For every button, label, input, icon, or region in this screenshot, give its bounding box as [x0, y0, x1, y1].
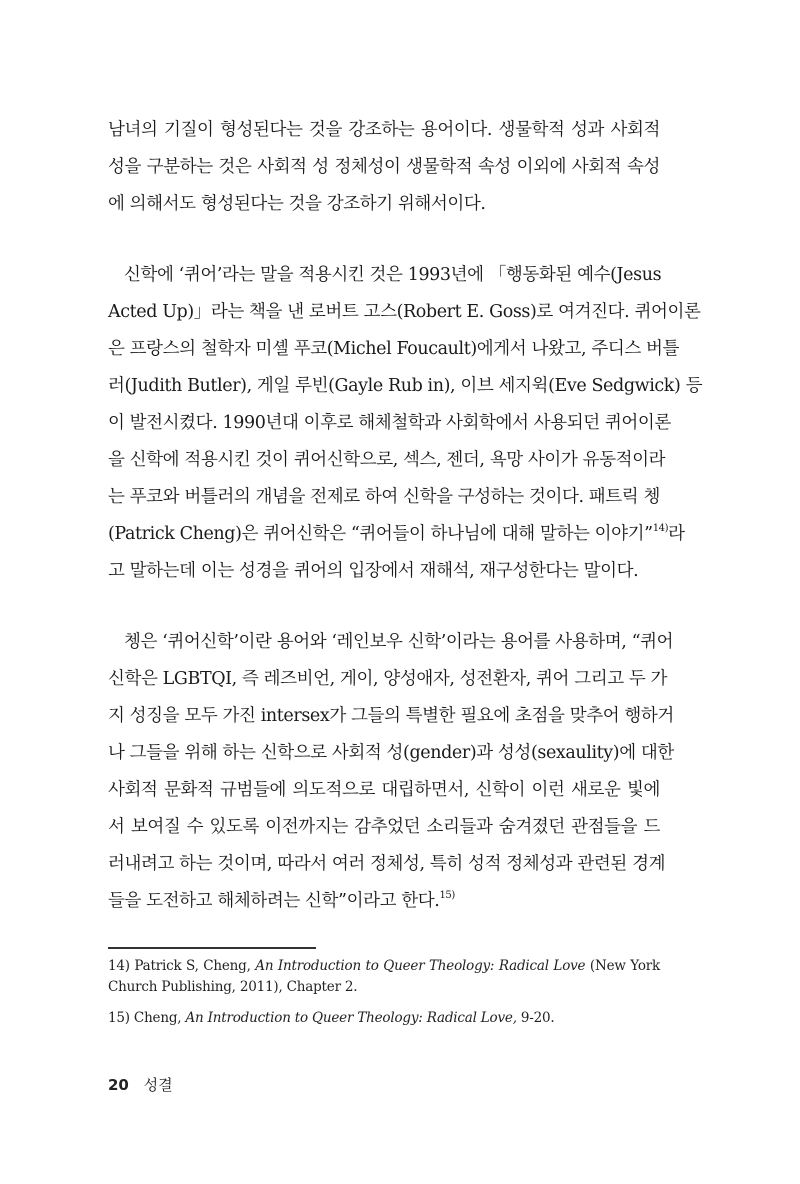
text-line: 지 성징을 모두 가진 intersex가 그들의 특별한 필요에 초점을 맞추어 행하거	[108, 706, 674, 726]
paragraph-1	[108, 112, 660, 223]
footnote-ref-14[interactable]: 14)	[652, 523, 669, 534]
text-line: 러내려고 하는 것이며, 따라서 여러 정체성, 특히 성적 정체성과 관련된 경계	[108, 854, 666, 874]
footnotes	[108, 956, 660, 1039]
text-line	[108, 883, 660, 920]
text-line: 러(Judith Butler), 게일 루빈(Gayle Rub in), 이브 세지윅(Eve Sedgwick) 등	[108, 376, 703, 396]
footnote-text: 9-20.	[516, 1010, 555, 1026]
footnote-15	[108, 1008, 660, 1029]
text-line: 는 푸코와 버틀러의 개념을 전제로 하여 신학을 구성하는 것이다. 패트릭 쳉	[108, 487, 660, 507]
footnote-14	[108, 956, 660, 998]
text-line: 나 그들을 위해 하는 신학으로 사회적 성(gender)과 성성(sexaulity)에 대한	[108, 743, 674, 763]
text-line: 에 의해서도 형성된다는 것을 강조하기 위해서이다.	[108, 194, 486, 214]
text-line: 서 보여질 수 있도록 이전까지는 감추었던 소리들과 숨겨졌던 관점들을 드	[108, 817, 660, 837]
footnote-ref-15[interactable]: 15)	[439, 890, 455, 901]
text-line	[108, 516, 685, 553]
body-text	[108, 112, 703, 920]
text-line: 신학에 ‘퀴어’라는 말을 적용시킨 것은 1993년에 「행동화된 예수(Jesus	[124, 265, 662, 285]
footnote-text: 14) Patrick S, Cheng,	[108, 958, 256, 974]
page-footer	[108, 1074, 173, 1095]
text-line: Acted Up)」라는 책을 낸 로버트 고스(Robert E. Goss)로 여겨진다. 퀴어이론	[108, 302, 701, 322]
text-line: 고 말하는데 이는 성경을 퀴어의 입장에서 재해석, 재구성한다는 말이다.	[108, 561, 639, 581]
text-run: (Patrick Cheng)은 퀴어신학은 “퀴어들이 하나님에 대해 말하는 이야기”	[108, 524, 653, 544]
footnote-book-title: An Introduction to Queer Theology: Radical Love	[255, 958, 586, 974]
page-number: 20	[108, 1076, 129, 1094]
text-line: 쳉은 ‘퀴어신학’이란 용어와 ‘레인보우 신학’이라는 용어를 사용하며, “퀴어	[124, 632, 674, 652]
text-line: 성을 구분하는 것은 사회적 성 정체성이 생물학적 속성 이외에 사회적 속성	[108, 157, 660, 177]
text-run: 라	[668, 524, 685, 544]
text-line: 은 프랑스의 철학자 미셸 푸코(Michel Foucault)에게서 나왔고, 주디스 버틀	[108, 339, 680, 359]
footnote-text: 15) Cheng,	[108, 1010, 186, 1026]
text-line: 신학은 LGBTQI, 즉 레즈비언, 게이, 양성애자, 성전환자, 퀴어 그리고 두 가	[108, 669, 668, 689]
footnote-text: (New York Church Publishing, 2011), Chapter 2.	[108, 958, 660, 995]
paragraph-2	[108, 257, 703, 590]
text-line: 을 신학에 적용시킨 것이 퀴어신학으로, 섹스, 젠더, 욕망 사이가 유동적이라	[108, 450, 666, 470]
text-line: 이 발전시켰다. 1990년대 이후로 해체철학과 사회학에서 사용되던 퀴어이론	[108, 413, 671, 433]
footnote-book-title: An Introduction to Queer Theology: Radical Love,	[185, 1010, 517, 1026]
running-title: 성결	[143, 1076, 173, 1094]
text-line: 사회적 문화적 규범들에 의도적으로 대립하면서, 신학이 이런 새로운 빛에	[108, 780, 660, 800]
paragraph-3	[108, 624, 674, 920]
text-run: 들을 도전하고 해체하려는 신학”이라고 한다.	[108, 891, 440, 911]
footnote-divider	[108, 947, 316, 949]
text-line: 남녀의 기질이 형성된다는 것을 강조하는 용어이다. 생물학적 성과 사회적	[108, 120, 660, 140]
